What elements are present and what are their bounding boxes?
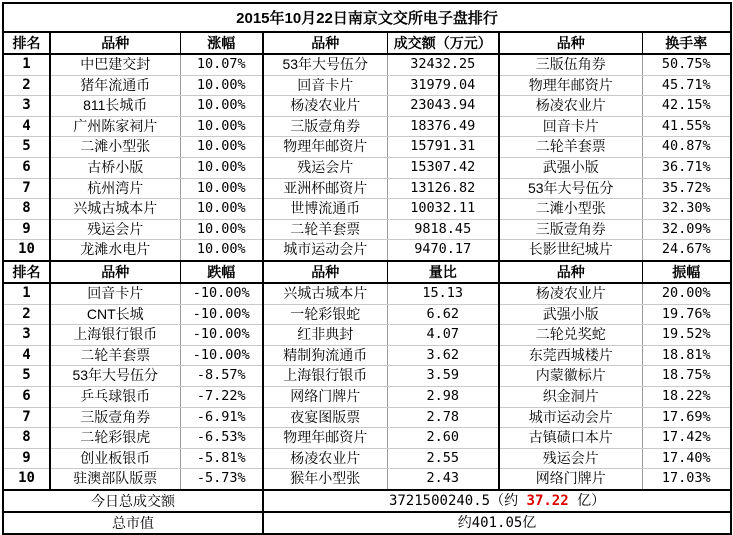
- market-cap-row: [3, 512, 731, 534]
- cell[interactable]: 中巴建交封: [50, 54, 180, 75]
- cell[interactable]: 内蒙徽标片: [499, 366, 642, 387]
- cell[interactable]: 10: [3, 469, 50, 490]
- table-row: [3, 283, 731, 304]
- table-row: [3, 75, 731, 96]
- cell[interactable]: 武强小版: [499, 157, 642, 178]
- cell[interactable]: 45.71%: [642, 75, 731, 96]
- cell[interactable]: 残运会片: [50, 219, 180, 240]
- total-turnover-label[interactable]: 今日总成交额: [3, 490, 263, 512]
- cell[interactable]: 36.71%: [642, 157, 731, 178]
- title-row: [3, 3, 731, 32]
- cell[interactable]: 20.00%: [642, 283, 731, 304]
- cell[interactable]: 8: [3, 428, 50, 449]
- cell[interactable]: 10: [3, 240, 50, 261]
- cell[interactable]: 上海银行银币: [263, 366, 387, 387]
- cell[interactable]: 31979.04: [387, 75, 499, 96]
- cell[interactable]: 32.30%: [642, 199, 731, 220]
- cell[interactable]: 2.60: [387, 428, 499, 449]
- table-row: [3, 178, 731, 199]
- cell[interactable]: 10.00%: [180, 157, 263, 178]
- table-row: [3, 469, 731, 490]
- cell[interactable]: -10.00%: [180, 283, 263, 304]
- table-row: [3, 219, 731, 240]
- cell[interactable]: 10.00%: [180, 137, 263, 158]
- header-turnover-amount[interactable]: 成交额（万元）: [387, 32, 499, 54]
- cell[interactable]: 驻澳部队版票: [50, 469, 180, 490]
- header-amplitude-variety[interactable]: 品种: [499, 261, 642, 283]
- header-gain-variety[interactable]: 品种: [50, 32, 180, 54]
- cell[interactable]: 乒乓球银币: [50, 386, 180, 407]
- cell[interactable]: 城市运动会片: [499, 407, 642, 428]
- cell[interactable]: -8.57%: [180, 366, 263, 387]
- cell[interactable]: 53年大号伍分: [263, 54, 387, 75]
- cell[interactable]: 6.62: [387, 304, 499, 325]
- table-row: [3, 407, 731, 428]
- cell[interactable]: 13126.82: [387, 178, 499, 199]
- cell[interactable]: 三版壹角券: [499, 219, 642, 240]
- cell[interactable]: 武强小版: [499, 304, 642, 325]
- header-rank[interactable]: 排名: [3, 261, 50, 283]
- cell[interactable]: 6: [3, 157, 50, 178]
- cell[interactable]: 网络门牌片: [499, 469, 642, 490]
- cell[interactable]: 织金洞片: [499, 386, 642, 407]
- cell[interactable]: 夜宴图版票: [263, 407, 387, 428]
- cell[interactable]: 9: [3, 219, 50, 240]
- gainers-header-row: [3, 32, 731, 54]
- header-volume-ratio[interactable]: 量比: [387, 261, 499, 283]
- cell[interactable]: 网络门牌片: [263, 386, 387, 407]
- table-row: [3, 199, 731, 220]
- header-hand-rate[interactable]: 换手率: [642, 32, 731, 54]
- cell[interactable]: 7: [3, 407, 50, 428]
- cell[interactable]: 17.42%: [642, 428, 731, 449]
- header-volratio-variety[interactable]: 品种: [263, 261, 387, 283]
- cell[interactable]: 杨凌农业片: [263, 96, 387, 117]
- table-row: [3, 240, 731, 261]
- cell[interactable]: 10.00%: [180, 219, 263, 240]
- cell[interactable]: 回音卡片: [499, 116, 642, 137]
- cell[interactable]: 杨凌农业片: [499, 283, 642, 304]
- cell[interactable]: 19.76%: [642, 304, 731, 325]
- cell[interactable]: 811长城币: [50, 96, 180, 117]
- cell[interactable]: 4: [3, 116, 50, 137]
- cell[interactable]: 41.55%: [642, 116, 731, 137]
- cell[interactable]: 长影世纪城片: [499, 240, 642, 261]
- cell[interactable]: 17.03%: [642, 469, 731, 490]
- table-row: [3, 386, 731, 407]
- cell[interactable]: 35.72%: [642, 178, 731, 199]
- cell[interactable]: 50.75%: [642, 54, 731, 75]
- ranking-table: [2, 2, 732, 535]
- cell[interactable]: -5.81%: [180, 448, 263, 469]
- cell[interactable]: 5: [3, 137, 50, 158]
- losers-body: [3, 283, 731, 490]
- cell[interactable]: 广州陈家祠片: [50, 116, 180, 137]
- cell[interactable]: 10.00%: [180, 96, 263, 117]
- cell[interactable]: 6: [3, 386, 50, 407]
- cell[interactable]: 7: [3, 178, 50, 199]
- table-row: [3, 428, 731, 449]
- header-loss-variety[interactable]: 品种: [50, 261, 180, 283]
- header-rank[interactable]: 排名: [3, 32, 50, 54]
- cell[interactable]: 10032.11: [387, 199, 499, 220]
- table-row: [3, 366, 731, 387]
- cell[interactable]: -10.00%: [180, 304, 263, 325]
- cell[interactable]: 4.07: [387, 325, 499, 346]
- cell[interactable]: 古桥小版: [50, 157, 180, 178]
- total-turnover-prefix: 3721500240.5（约: [388, 492, 527, 509]
- gainers-body: [3, 54, 731, 261]
- market-cap-label[interactable]: 总市值: [3, 512, 263, 534]
- cell[interactable]: 创业板银币: [50, 448, 180, 469]
- table-row: [3, 54, 731, 75]
- cell[interactable]: 17.69%: [642, 407, 731, 428]
- title-section: [3, 3, 731, 32]
- table-row: [3, 325, 731, 346]
- total-turnover-value[interactable]: [263, 490, 731, 512]
- cell[interactable]: 世博流通币: [263, 199, 387, 220]
- table-title[interactable]: 2015年10月22日南京文交所电子盘排行: [3, 3, 731, 32]
- cell[interactable]: 城市运动会片: [263, 240, 387, 261]
- cell[interactable]: -10.00%: [180, 345, 263, 366]
- cell[interactable]: 残运会片: [263, 157, 387, 178]
- cell[interactable]: 1: [3, 283, 50, 304]
- cell[interactable]: 15307.42: [387, 157, 499, 178]
- cell[interactable]: 32432.25: [387, 54, 499, 75]
- cell[interactable]: 17.40%: [642, 448, 731, 469]
- cell[interactable]: 杨凌农业片: [263, 448, 387, 469]
- cell[interactable]: 9: [3, 448, 50, 469]
- cell[interactable]: 精制狗流通币: [263, 345, 387, 366]
- cell[interactable]: 3.62: [387, 345, 499, 366]
- table-row: [3, 96, 731, 117]
- cell[interactable]: 猪年流通币: [50, 75, 180, 96]
- cell[interactable]: 东莞西城楼片: [499, 345, 642, 366]
- cell[interactable]: 2: [3, 304, 50, 325]
- cell[interactable]: 亚洲杯邮资片: [263, 178, 387, 199]
- cell[interactable]: -10.00%: [180, 325, 263, 346]
- cell[interactable]: 二滩小型张: [499, 199, 642, 220]
- cell[interactable]: 3: [3, 96, 50, 117]
- cell[interactable]: 40.87%: [642, 137, 731, 158]
- cell[interactable]: 残运会片: [499, 448, 642, 469]
- cell[interactable]: 三版伍角券: [499, 54, 642, 75]
- cell[interactable]: 9470.17: [387, 240, 499, 261]
- cell[interactable]: 10.00%: [180, 240, 263, 261]
- cell[interactable]: 3.59: [387, 366, 499, 387]
- cell[interactable]: 53年大号伍分: [499, 178, 642, 199]
- cell[interactable]: 9818.45: [387, 219, 499, 240]
- cell[interactable]: 二轮羊套票: [50, 345, 180, 366]
- cell[interactable]: 古镇碛口本片: [499, 428, 642, 449]
- summary-section: [3, 490, 731, 534]
- cell[interactable]: CNT长城: [50, 304, 180, 325]
- cell[interactable]: 兴城古城本片: [263, 283, 387, 304]
- cell[interactable]: 19.52%: [642, 325, 731, 346]
- cell[interactable]: 15.13: [387, 283, 499, 304]
- table-row: [3, 137, 731, 158]
- cell[interactable]: 回音卡片: [263, 75, 387, 96]
- cell[interactable]: 二滩小型张: [50, 137, 180, 158]
- cell[interactable]: 24.67%: [642, 240, 731, 261]
- cell[interactable]: 杨凌农业片: [499, 96, 642, 117]
- header-turnover-variety[interactable]: 品种: [263, 32, 387, 54]
- total-turnover-suffix: 亿）: [568, 492, 606, 509]
- cell[interactable]: 猴年小型张: [263, 469, 387, 490]
- cell[interactable]: 物理年邮资片: [263, 428, 387, 449]
- cell[interactable]: 10.00%: [180, 199, 263, 220]
- total-turnover-highlight: 37.22: [526, 492, 569, 509]
- cell[interactable]: 18.81%: [642, 345, 731, 366]
- cell[interactable]: 53年大号伍分: [50, 366, 180, 387]
- losers-header-row: [3, 261, 731, 283]
- cell[interactable]: 32.09%: [642, 219, 731, 240]
- total-turnover-row: [3, 490, 731, 512]
- cell[interactable]: 3: [3, 325, 50, 346]
- cell[interactable]: 杭州湾片: [50, 178, 180, 199]
- cell[interactable]: -5.73%: [180, 469, 263, 490]
- table-row: [3, 448, 731, 469]
- cell[interactable]: 2.98: [387, 386, 499, 407]
- cell[interactable]: 23043.94: [387, 96, 499, 117]
- cell[interactable]: 回音卡片: [50, 283, 180, 304]
- cell[interactable]: 5: [3, 366, 50, 387]
- cell[interactable]: 10.00%: [180, 116, 263, 137]
- cell[interactable]: 2.43: [387, 469, 499, 490]
- cell[interactable]: 兴城古城本片: [50, 199, 180, 220]
- cell[interactable]: 物理年邮资片: [499, 75, 642, 96]
- table-row: [3, 345, 731, 366]
- cell[interactable]: 18376.49: [387, 116, 499, 137]
- cell[interactable]: 1: [3, 54, 50, 75]
- header-handrate-variety[interactable]: 品种: [499, 32, 642, 54]
- cell[interactable]: 18.22%: [642, 386, 731, 407]
- header-amplitude[interactable]: 振幅: [642, 261, 731, 283]
- table-row: [3, 157, 731, 178]
- cell[interactable]: 42.15%: [642, 96, 731, 117]
- cell[interactable]: 一轮彩银蛇: [263, 304, 387, 325]
- cell[interactable]: 8: [3, 199, 50, 220]
- losers-header-section: [3, 261, 731, 283]
- cell[interactable]: 2.55: [387, 448, 499, 469]
- cell[interactable]: 二轮兑奖蛇: [499, 325, 642, 346]
- cell[interactable]: 三版壹角券: [263, 116, 387, 137]
- cell[interactable]: 二轮羊套票: [263, 219, 387, 240]
- market-cap-value[interactable]: 约401.05亿: [263, 512, 731, 534]
- table-row: [3, 304, 731, 325]
- cell[interactable]: 10.00%: [180, 178, 263, 199]
- cell[interactable]: 物理年邮资片: [263, 137, 387, 158]
- cell[interactable]: -6.53%: [180, 428, 263, 449]
- cell[interactable]: 10.00%: [180, 75, 263, 96]
- header-loss-percent[interactable]: 跌幅: [180, 261, 263, 283]
- cell[interactable]: 4: [3, 345, 50, 366]
- cell[interactable]: -7.22%: [180, 386, 263, 407]
- cell[interactable]: 上海银行银币: [50, 325, 180, 346]
- cell[interactable]: 红非典封: [263, 325, 387, 346]
- header-gain-percent[interactable]: 涨幅: [180, 32, 263, 54]
- cell[interactable]: -6.91%: [180, 407, 263, 428]
- cell[interactable]: 18.75%: [642, 366, 731, 387]
- cell[interactable]: 15791.31: [387, 137, 499, 158]
- cell[interactable]: 三版壹角券: [50, 407, 180, 428]
- cell[interactable]: 二轮彩银虎: [50, 428, 180, 449]
- cell[interactable]: 龙滩水电片: [50, 240, 180, 261]
- table-row: [3, 116, 731, 137]
- cell[interactable]: 二轮羊套票: [499, 137, 642, 158]
- cell[interactable]: 2: [3, 75, 50, 96]
- gainers-header-section: [3, 32, 731, 54]
- cell[interactable]: 10.07%: [180, 54, 263, 75]
- cell[interactable]: 2.78: [387, 407, 499, 428]
